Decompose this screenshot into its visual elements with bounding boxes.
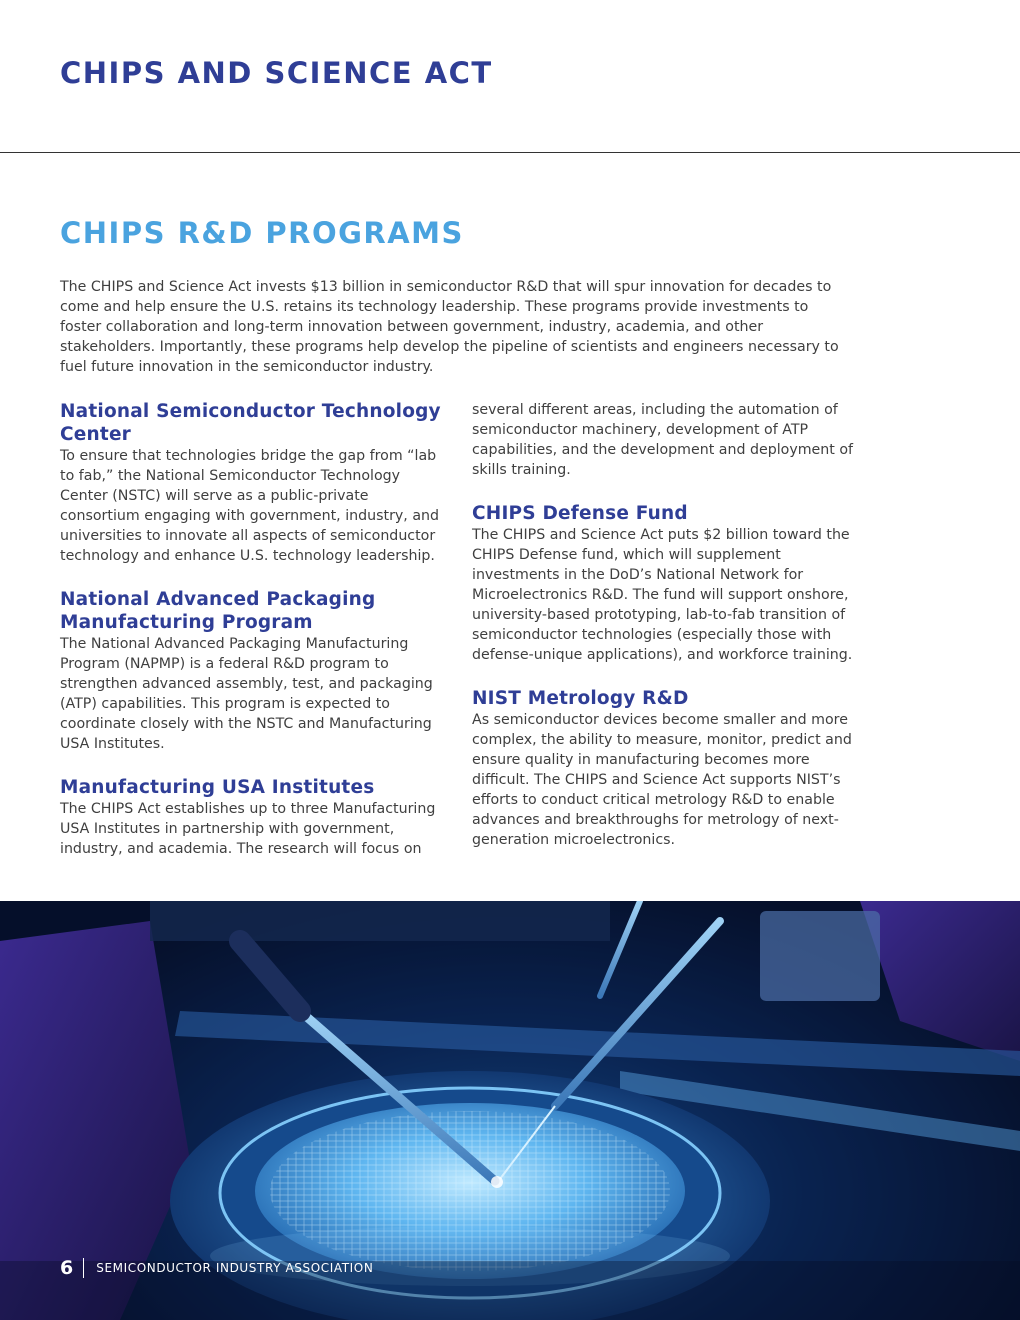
- program-defense-fund: [472, 502, 864, 665]
- footer-organization: SEMICONDUCTOR INDUSTRY ASSOCIATION: [96, 1261, 374, 1275]
- header-title: CHIPS AND SCIENCE ACT: [60, 56, 493, 90]
- program-body: To ensure that technologies bridge the gap from “lab to fab,” the National Semiconductor Technology Center (NSTC) will serve as a public-private consortium engaging with government, industry, and universities to innovate all aspects of semiconductor technology and enhance U.S. technology leadership.: [60, 448, 440, 564]
- program-title: CHIPS Defense Fund: [472, 503, 688, 524]
- page-number: 6: [60, 1257, 74, 1279]
- program-body: The National Advanced Packaging Manufacturing Program (NAPMP) is a federal R&D program to strengthen advanced assembly, test, and packaging (ATP) capabilities. This program is expected to coordinate closely with the NSTC and Manufacturing USA Institutes.: [60, 636, 433, 752]
- program-napmp: [60, 588, 452, 754]
- footer-separator: [83, 1258, 84, 1278]
- program-body: The CHIPS and Science Act puts $2 billion toward the CHIPS Defense fund, which will supplement investments in the DoD’s National Network for Microelectronics R&D. The fund will support onshore, university-based prototyping, lab-to-fab transition of semiconductor technologies (especially those with defense-unique applications), and workforce training.: [472, 527, 853, 663]
- program-body-continuation: several different areas, including the automation of semiconductor machinery, development of ATP capabilities, and the development and deployment of skills training.: [472, 402, 854, 478]
- program-title: National Advanced Packaging Manufacturing Program: [60, 589, 376, 633]
- program-body: The CHIPS Act establishes up to three Manufacturing USA Institutes in partnership with government, industry, and academia. The research will focus on: [60, 801, 436, 857]
- section-title: CHIPS R&D PROGRAMS: [60, 216, 464, 250]
- program-manufacturing-usa: [60, 776, 452, 859]
- page-footer: [60, 1256, 373, 1280]
- right-column: [472, 400, 864, 872]
- program-body: As semiconductor devices become smaller and more complex, the ability to measure, monitor, predict and ensure quality in manufacturing becomes more difficult. The CHIPS and Science Act supports NIST’s efforts to conduct critical metrology R&D to enable advances and breakthroughs for metrology of next-generation microelectronics.: [472, 712, 852, 848]
- intro-paragraph: The CHIPS and Science Act invests $13 billion in semiconductor R&D that will spur innovation for decades to come and help ensure the U.S. retains its technology leadership. These programs provide investments to foster collaboration and long-term innovation between government, industry, academia, and other stakeholders. Importantly, these programs help develop the pipeline of scientists and engineers necessary to fuel future innovation in the semiconductor industry.: [60, 279, 839, 375]
- program-nstc: [60, 400, 452, 566]
- program-nist-metrology: [472, 687, 864, 850]
- left-column: [60, 400, 452, 881]
- header-divider: [0, 152, 1020, 153]
- program-title: NIST Metrology R&D: [472, 688, 689, 709]
- program-manufacturing-usa-continued: [472, 400, 864, 480]
- program-title: National Semiconductor Technology Center: [60, 401, 441, 445]
- program-title: Manufacturing USA Institutes: [60, 777, 375, 798]
